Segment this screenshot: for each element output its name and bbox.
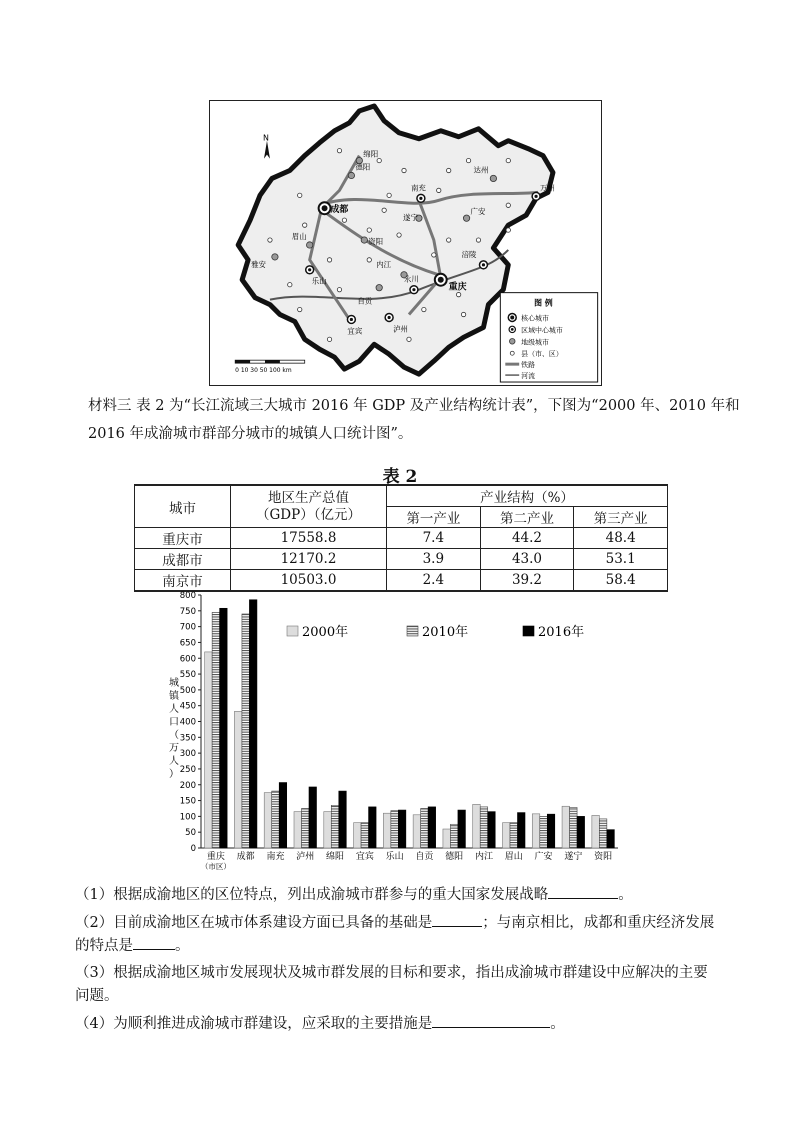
map-city-label: 涪陵 (461, 249, 477, 259)
y-label-char: 城 (169, 678, 179, 689)
legend-swatch (407, 626, 418, 636)
county-marker (288, 283, 292, 287)
legend-label: 2010年 (422, 625, 469, 640)
bar-1-3 (302, 808, 310, 848)
map-city-label: 泸州 (393, 324, 408, 334)
x-tick-label: 遂宁 (564, 852, 583, 862)
bar-1-0 (212, 612, 220, 848)
legend-swatch (523, 626, 534, 636)
cell-secondary: 44.2 (480, 528, 574, 549)
county-marker (461, 312, 465, 316)
county-marker (327, 258, 331, 262)
y-tick-label: 50 (185, 828, 196, 839)
map-city-label: 宜宾 (347, 326, 363, 336)
cell-city: 成都市 (135, 549, 231, 570)
bar-1-7 (421, 808, 429, 848)
map-city-label: 雅安 (251, 259, 266, 269)
regional-city-dot (419, 197, 422, 200)
chart-legend (287, 624, 584, 640)
answer-blank-4[interactable] (432, 1013, 550, 1028)
chart-y-label (169, 676, 180, 780)
regional-city-dot (388, 316, 391, 319)
bar-0-2 (264, 793, 272, 848)
county-marker (342, 218, 346, 222)
header-secondary: 第二产业 (480, 507, 574, 528)
county-marker (298, 307, 302, 311)
county-marker (377, 158, 381, 162)
county-marker (337, 148, 341, 152)
header-gdp-line2: （GDP）（亿元） (256, 506, 361, 523)
map-city-label: 成都 (330, 205, 349, 216)
county-marker (506, 203, 510, 207)
header-gdp (231, 485, 387, 528)
y-tick-label: 300 (179, 749, 196, 760)
cell-secondary: 43.0 (480, 549, 574, 570)
county-marker (466, 158, 470, 162)
bar-2-1 (249, 600, 257, 848)
bar-1-5 (361, 823, 369, 848)
table-header-row (135, 485, 668, 507)
bar-1-2 (272, 791, 280, 848)
map-city-label: 绵阳 (363, 149, 379, 159)
county-marker (402, 168, 406, 172)
bar-0-12 (562, 806, 570, 848)
bar-2-7 (428, 807, 436, 848)
prefecture-city-marker (306, 242, 312, 248)
legend-item: 铁路 (521, 361, 536, 370)
prefecture-city-marker (490, 175, 496, 181)
county-marker (506, 228, 510, 232)
region-map-figure (209, 100, 602, 386)
bar-2-6 (398, 810, 406, 848)
urban-population-chart (160, 590, 630, 880)
question-2-line2 (75, 935, 190, 957)
x-tick-label: 广安 (534, 852, 553, 862)
map-city-label: 万州 (540, 183, 555, 193)
core-city-dot (438, 277, 444, 283)
bar-2-3 (309, 787, 317, 848)
y-tick-label: 250 (179, 764, 196, 775)
y-tick-label: 450 (179, 701, 196, 712)
question-1-text: （1）根据成渝地区的区位特点，列出成渝城市群参与的重大国家发展战略 (75, 887, 549, 903)
bar-0-5 (354, 823, 362, 848)
bar-1-1 (242, 614, 250, 848)
prefecture-city-marker (463, 215, 469, 221)
prefecture-city-marker (376, 285, 382, 291)
question-2-mid: ；与南京相比，成都和重庆经济发展 (482, 915, 715, 931)
header-structure: 产业结构（%） (387, 485, 668, 507)
county-marker (268, 238, 272, 242)
county-marker (456, 292, 460, 296)
y-label-char: 人 (169, 756, 179, 767)
answer-blank-2b[interactable] (133, 935, 175, 950)
legend-title: 图 例 (534, 298, 553, 308)
table-title: 表 2 (382, 467, 418, 487)
county-marker (476, 238, 480, 242)
answer-blank-1[interactable] (548, 884, 618, 899)
x-tick-label: 资阳 (594, 852, 613, 862)
question-2-text: （2）目前成渝地区在城市体系建设方面已具备的基础是 (75, 915, 433, 931)
county-marker (387, 193, 391, 197)
y-tick-label: 800 (179, 591, 196, 601)
question-1 (75, 884, 633, 906)
cell-city: 南京市 (135, 570, 231, 592)
cell-tertiary: 58.4 (574, 570, 668, 592)
bar-0-11 (532, 814, 540, 848)
cell-city: 重庆市 (135, 528, 231, 549)
x-tick-label: 南充 (266, 852, 285, 862)
y-label-char: 镇 (169, 691, 179, 702)
county-marker (337, 287, 341, 291)
map-city-label: 永川 (404, 274, 419, 284)
legend-label: 2016年 (538, 625, 585, 640)
prefecture-city-marker (272, 254, 278, 260)
y-tick-label: 0 (190, 844, 196, 854)
bar-2-11 (547, 814, 555, 848)
regional-city-dot (308, 268, 311, 271)
bar-2-8 (458, 810, 466, 848)
map-city-label: 达州 (473, 165, 489, 175)
county-marker (447, 168, 451, 172)
bar-0-7 (413, 815, 421, 848)
regional-city-dot (482, 263, 485, 266)
county-marker (298, 193, 302, 197)
bar-2-5 (369, 807, 377, 848)
cell-primary: 2.4 (387, 570, 481, 592)
county-marker (382, 208, 386, 212)
map-city-label: 广安 (470, 207, 486, 217)
x-tick-label: 乐山 (385, 852, 404, 862)
bar-2-2 (279, 783, 287, 848)
legend-label: 2000年 (302, 625, 349, 640)
county-marker (397, 233, 401, 237)
bar-0-3 (294, 812, 302, 848)
bar-1-10 (510, 823, 518, 848)
map-city-label: 乐山 (311, 276, 327, 286)
north-arrow-icon (263, 134, 270, 159)
bar-1-12 (570, 808, 578, 848)
legend-item: 地级城市 (521, 338, 549, 347)
y-tick-label: 750 (179, 606, 196, 617)
x-tick-label: 泸州 (296, 852, 315, 862)
map-city-label: 遂宁 (403, 213, 418, 223)
county-marker (367, 228, 371, 232)
map-city-label: 南充 (410, 183, 426, 193)
table-row (135, 549, 668, 570)
region-map (210, 101, 601, 385)
regional-city-dot (412, 288, 415, 291)
header-gdp-line1: 地区生产总值 (268, 489, 349, 506)
y-label-char: ） (169, 769, 179, 780)
question-2-line2-text: 的特点是 (75, 938, 133, 954)
county-marker (437, 188, 441, 192)
header-city: 城市 (135, 485, 231, 528)
county-marker (327, 337, 331, 341)
table-row (135, 528, 668, 549)
legend-item: 县（市、区） (521, 350, 563, 359)
bar-0-8 (443, 829, 451, 848)
material-intro-line1: 材料三 表 2 为“长江流域三大城市 2016 年 GDP 及产业结构统计表”，下图为“2000 年、2010 年和 (88, 398, 740, 414)
chart-x-labels (201, 850, 612, 871)
y-tick-label: 100 (179, 812, 196, 823)
x-tick-label: 自贡 (415, 852, 434, 862)
gdp-structure-table (134, 484, 668, 592)
x-tick-label: 宜宾 (355, 852, 374, 862)
header-tertiary: 第三产业 (574, 507, 668, 528)
cell-primary: 3.9 (387, 549, 481, 570)
map-city-label: 眉山 (291, 232, 307, 242)
bar-2-4 (339, 791, 347, 848)
bar-1-4 (331, 805, 339, 848)
bar-0-13 (592, 815, 600, 848)
bar-1-13 (599, 819, 607, 848)
table-row (135, 570, 668, 592)
core-city-dot (322, 205, 328, 211)
map-city-label: 资阳 (368, 236, 384, 246)
x-tick-label: 眉山 (504, 852, 523, 862)
bar-0-4 (324, 812, 332, 848)
question-3: （3）根据成渝地区城市发展现状及城市群发展的目标和要求，指出成渝城市群建设中应解决的主要 (75, 965, 708, 981)
y-tick-label: 600 (179, 654, 196, 665)
y-tick-label: 350 (179, 733, 196, 744)
y-tick-label: 400 (179, 717, 196, 728)
question-2-tail: 。 (175, 938, 190, 954)
county-marker (303, 223, 307, 227)
bar-2-0 (220, 608, 228, 848)
question-2 (75, 912, 714, 934)
county-marker (447, 238, 451, 242)
bar-1-9 (480, 807, 488, 848)
legend-item: 核心城市 (521, 314, 549, 323)
y-tick-label: 150 (179, 796, 196, 807)
north-label: N (263, 133, 269, 143)
bar-2-9 (488, 812, 496, 848)
y-label-char: 人 (169, 704, 179, 715)
question-4 (75, 1013, 565, 1035)
answer-blank-2a[interactable] (432, 912, 482, 927)
y-label-char: 口 (169, 717, 179, 728)
cell-gdp: 10503.0 (231, 570, 387, 592)
question-1-tail: 。 (618, 887, 633, 903)
cell-gdp: 12170.2 (231, 549, 387, 570)
x-tick-label: （市区） (200, 862, 231, 871)
cell-tertiary: 48.4 (574, 528, 668, 549)
cell-gdp: 17558.8 (231, 528, 387, 549)
y-label-char: 万 (169, 743, 179, 754)
bar-0-6 (383, 813, 391, 848)
bar-0-10 (503, 823, 511, 848)
x-tick-label: 德阳 (445, 852, 464, 862)
x-tick-label: 成都 (236, 852, 255, 862)
bar-1-11 (540, 816, 548, 848)
bar-0-1 (234, 711, 242, 848)
legend-item: 河流 (521, 372, 536, 381)
header-primary: 第一产业 (387, 507, 481, 528)
bar-1-6 (391, 811, 399, 848)
question-4-text: （4）为顺利推进成渝城市群建设，应采取的主要措施是 (75, 1016, 433, 1032)
y-tick-label: 200 (179, 780, 196, 791)
regional-city-dot (534, 195, 537, 198)
prefecture-city-marker (361, 237, 367, 243)
y-tick-label: 500 (179, 685, 196, 696)
y-tick-label: 700 (179, 622, 196, 633)
bar-2-10 (518, 813, 526, 848)
x-tick-label: 内江 (474, 852, 493, 862)
legend-item: 区域中心城市 (521, 326, 563, 335)
cell-primary: 7.4 (387, 528, 481, 549)
bar-2-13 (607, 830, 615, 848)
county-marker (432, 253, 436, 257)
material-intro-line2: 2016 年成渝城市群部分城市的城镇人口统计图”。 (88, 426, 413, 442)
county-marker (367, 258, 371, 262)
y-tick-label: 650 (179, 638, 196, 649)
y-label-char: （ (169, 730, 179, 741)
prefecture-city-marker (348, 172, 354, 178)
map-legend (500, 293, 597, 382)
question-3-line2: 问题。 (75, 988, 119, 1004)
bar-0-0 (205, 652, 213, 848)
regional-city-dot (350, 318, 353, 321)
cell-secondary: 39.2 (480, 570, 574, 592)
county-marker (422, 307, 426, 311)
map-city-label: 德阳 (355, 162, 371, 172)
map-scale (235, 360, 305, 374)
bar-0-9 (473, 804, 481, 848)
question-4-tail: 。 (550, 1016, 565, 1032)
map-city-label: 内江 (376, 259, 392, 269)
county-marker (407, 337, 411, 341)
map-city-label: 重庆 (448, 282, 467, 293)
map-city-label: 自贡 (357, 296, 373, 306)
y-tick-label: 550 (179, 670, 196, 681)
bar-2-12 (577, 816, 585, 848)
x-tick-label: 重庆 (206, 852, 225, 862)
scale-label: 0 10 30 50 100 km (235, 367, 292, 375)
x-tick-label: 绵阳 (326, 852, 345, 862)
legend-swatch (287, 626, 298, 636)
cell-tertiary: 53.1 (574, 549, 668, 570)
county-marker (506, 158, 510, 162)
bar-1-8 (450, 824, 458, 848)
